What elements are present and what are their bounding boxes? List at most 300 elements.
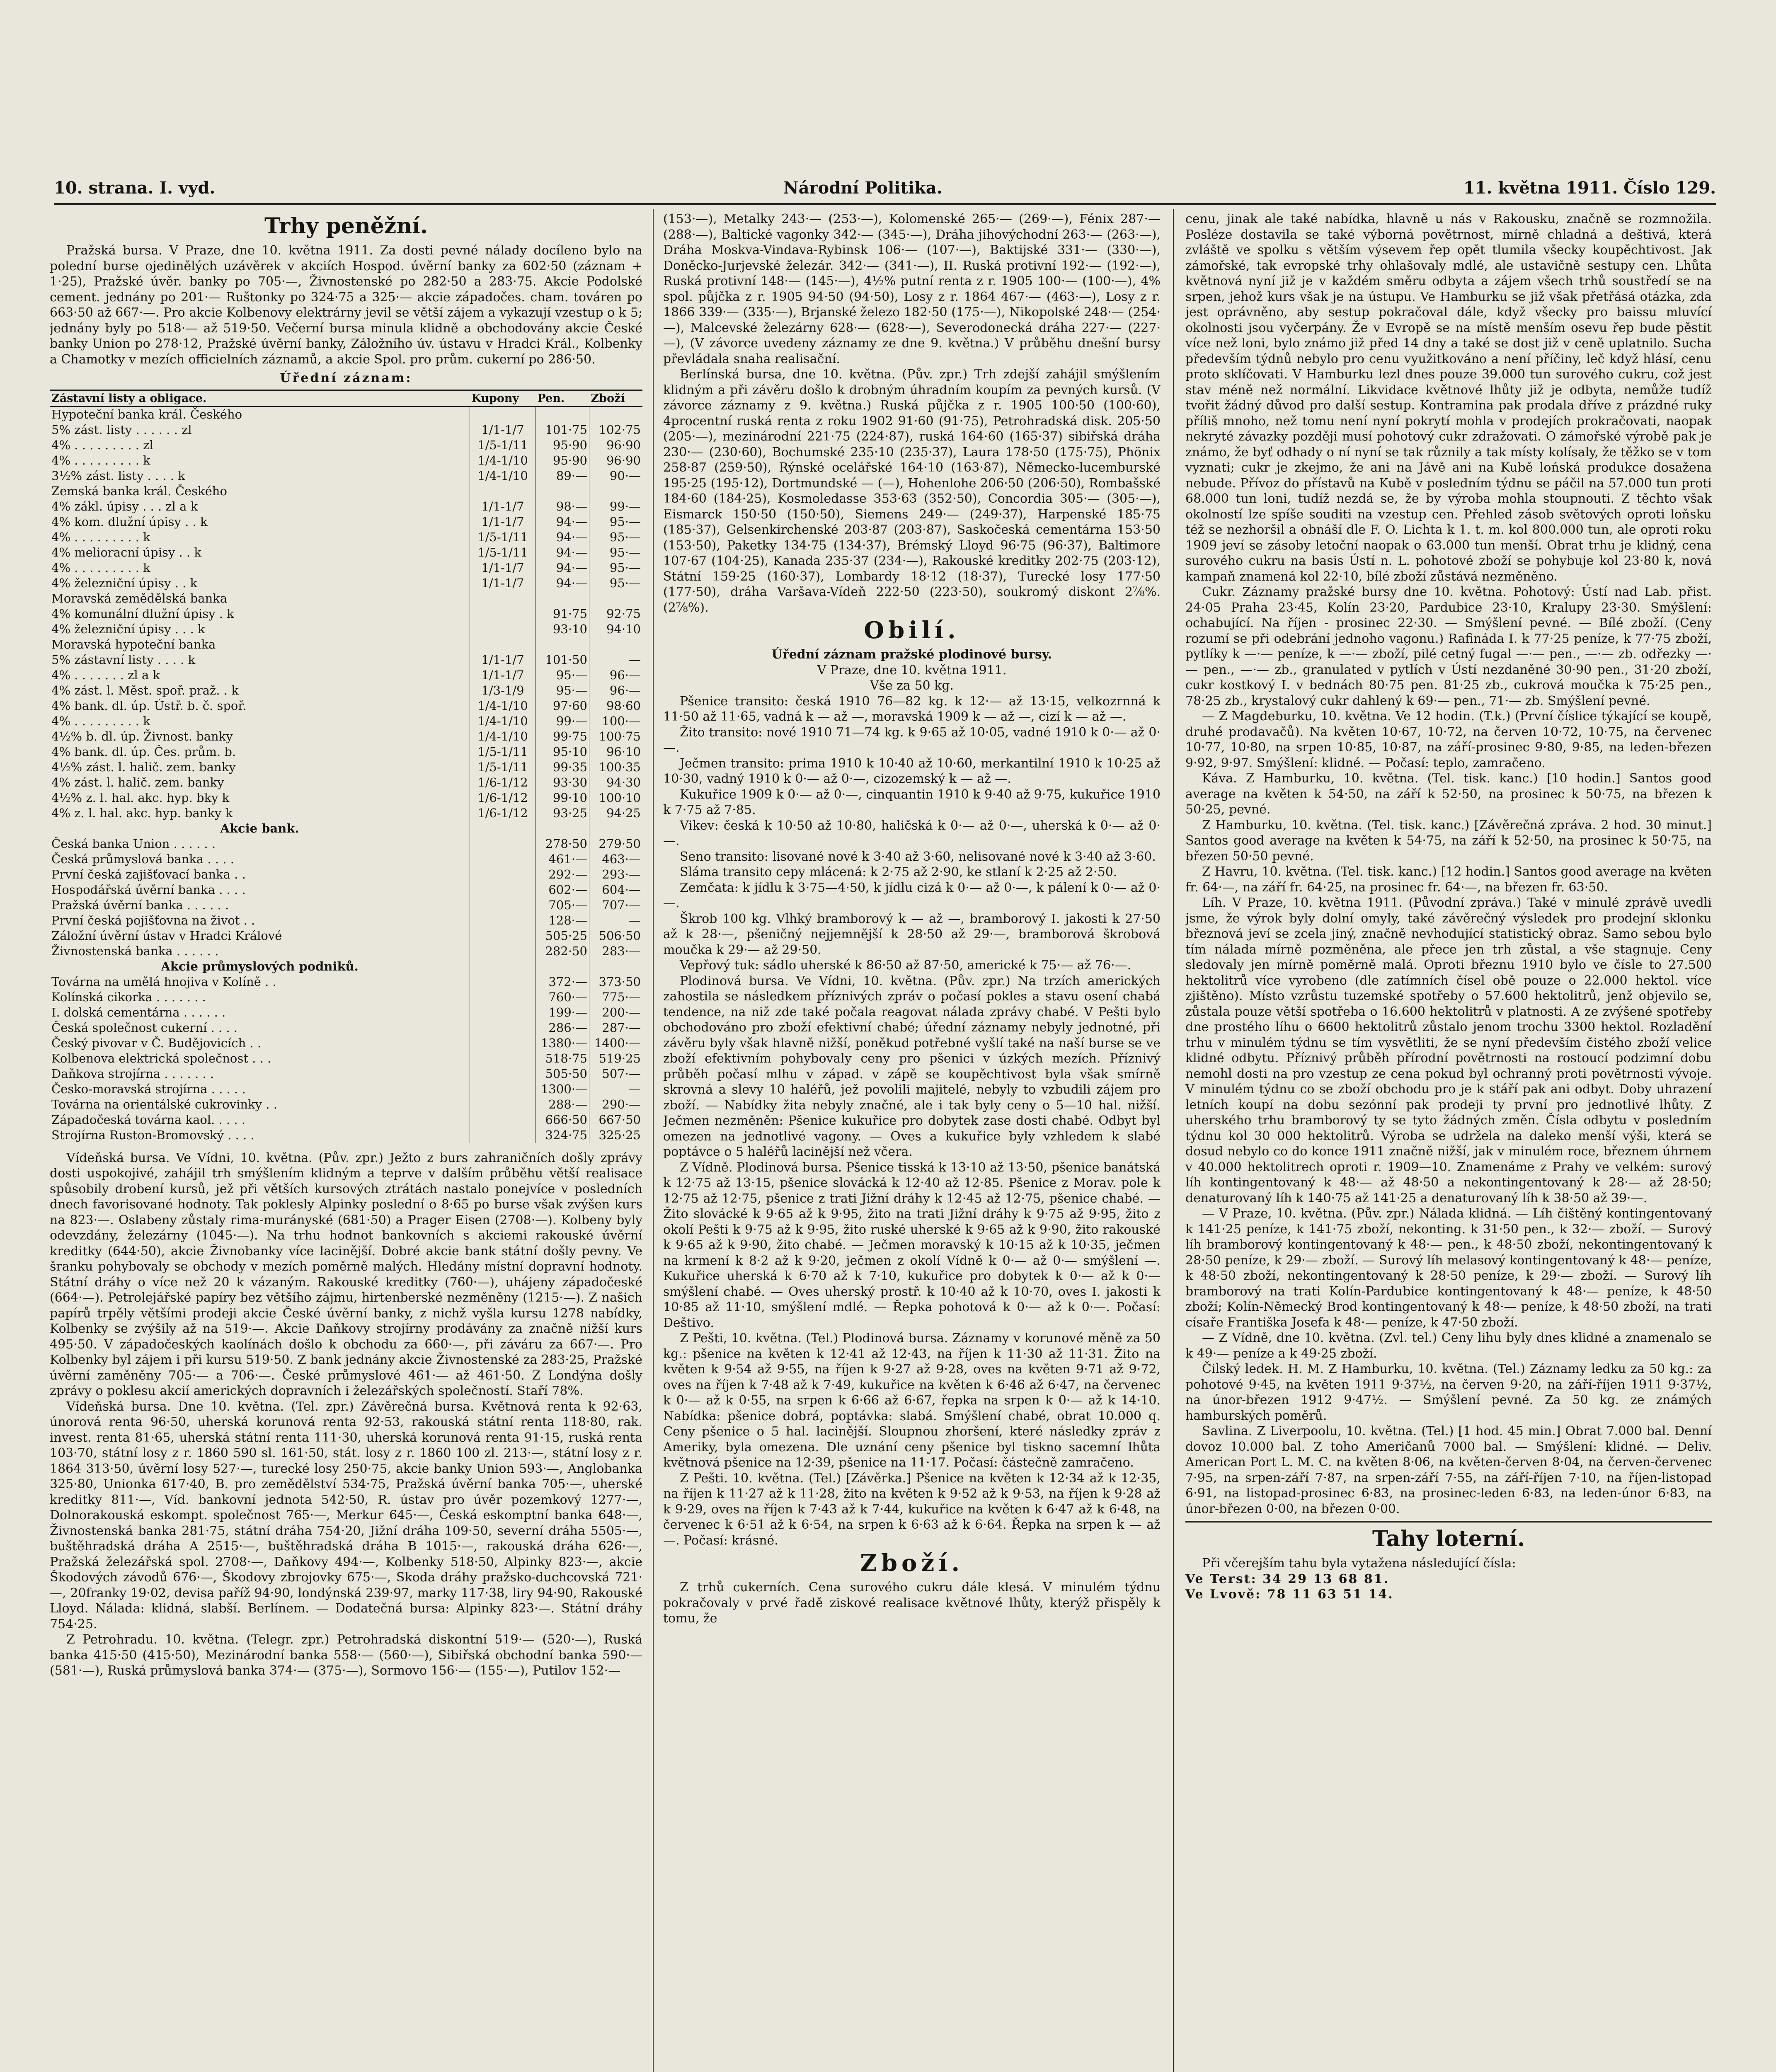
market-item: Kukuřice 1909 k 0·— až 0·—, cinquantin 1910 k 9·40 až 9·75, kukuřice 1910 k 7·75 až 7·85. — [663, 787, 1161, 817]
price-goods: 95·— — [589, 560, 643, 576]
article-paragraph: Plodinová bursa. Ve Vídni, 10. května. (Pův. zpr.) Na trzích amerických zahostila se následkem příznivých zpráv o počasí pokles a stavu osení chabá tendence, na niž zde také počala reagovat nálada zprávy chabé. V Pešti bylo obchodováno pro zboží efektivní chabé; úřední záznamy nebyly jednotné, při závěru byly však hlavně nižší, poněkud potřebné vyšlí také na naší burse se ve zboží efektivním pohybovaly ceny pro pšenici v úzkých mezích. Příznivý průběh počasí mlhu v západ. v zápě se koupěchtivost byla však smírně skrovná a slevy 10 haléřů, jež povolili majitelé, nebyly to vzbudili zájem pro zboží. — Nabídky žita nebyly značné, ale i tak byly ceny o 5—10 hal. nižší. Ječmen nezměněn: Pšenice kukuřice pro dobytek zase dosti chabé. Odbyt byl omezen na jednotlivé vagony. — Oves a kukuřice byly vzhledem k slabé poptávce o 5 haléřů lacinější než včera. — [663, 973, 1161, 1159]
coupon-cell: 1/5-1/11 — [470, 530, 536, 545]
article-paragraph: Vídeňská bursa. Dne 10. května. (Tel. zpr.) Závěrečná bursa. Květnová renta k 92·63, únorová renta 96·50, uherská korunová renta 92·53, rakouská státní renta 118·80, rak. invest. renta 81·65, uherská státní renta 111·30, uherská korunová renta 91·15, ruská renta 103·70, státní losy z r. 1860 590 sl. 161·50, stát. losy z r. 1860 100 zl. 213·—, státní losy z r. 1864 313·50, úvěrní losy 527·—, turecké losy 250·75, akcie banky Union 593·—, Anglobanka 325·80, Unionka 617·40, B. pro zemědělství 534·75, Pražská úvěrní banka 705·—, uherské kreditky 811·—, Víd. bankovní jednota 542·50, R. ústav pro úvěr pozemkový 1277·—, Dolnorakouská eskompt. společnost 765·—, Merkur 645·—, Česká eskomptní banka 648·—, Živnostenská banka 281·75, státní dráha 754·20, Jižní dráha 109·50, severní dráha 5505·—, buštěhradská dráha A 2515·—, buštěhradská dráha B 1015·—, rakouská dráha 626·—, Pražská železářská spol. 2708·—, Daňkovy 494·—, Kolbenky 518·50, Alpinky 823·—, akcie Škodových závodů 676·—, Škodovy zbrojovky 675·—, Skoda dráhy pražsko-duchcovská 721·—, 20franky 19·02, devisa paříž 94·90, londýnská 239·97, marky 117·38, liry 94·90, Rakouské Lloyd. Nálada: klidná, slabší. Berlínem. — Dodatečná bursa: Alpinky 823·—. Státní dráhy 754·25. — [50, 1399, 642, 1631]
security-name: 4½% b. dl. úp. Živnost. banky — [51, 729, 233, 743]
price-goods: 94·30 — [589, 775, 643, 790]
price-goods: — — [589, 913, 643, 928]
table-row — [50, 668, 642, 683]
coupon-cell — [470, 1020, 536, 1036]
price-money: 94·— — [536, 545, 589, 560]
price-money: 372·— — [536, 974, 589, 990]
article-paragraph: Z Pešti. 10. května. (Tel.) [Závěrka.] Pšenice na květen k 12·34 až k 12·35, na říjen k 11·27 až k 11·28, žito na květen k 9·52 až k 9·53, na říjen k 9·28 až k 9·29, oves na říjen k 7·43 až k 7·44, kukuřice na květen k 6·47 až k 6·48, na červenec k 6·51 až k 6·54, na srpen k 6·63 až k 6·64. Řepka na srpen k — až —. Počasí: krásné. — [663, 1471, 1161, 1548]
security-name: Český pivovar v Č. Budějovicích . . — [51, 1036, 262, 1050]
article-paragraph: Káva. Z Hamburku, 10. května. (Tel. tisk. kanc.) [10 hodin.] Santos good average na květen k 54·50, na září k 52·50, na prosinec k 50·75, na březen k 50·25, pevné. — [1185, 771, 1712, 817]
security-name: 4% železniční úpisy . . . k — [51, 622, 205, 636]
price-money: 101·50 — [536, 652, 589, 668]
security-name: Záložní úvěrní ústav v Hradci Králové — [51, 928, 282, 943]
table-row — [50, 422, 642, 438]
market-item: Vikev: česká k 10·50 až 10·80, haličská k 0·— až 0·—, uherská k 0·— až 0·—. — [663, 818, 1161, 848]
table-row — [50, 882, 642, 898]
price-goods: 100·— — [589, 714, 643, 729]
coupon-cell: 1/1-1/7 — [470, 652, 536, 668]
securities-table — [50, 390, 642, 1143]
column-divider — [653, 209, 654, 2072]
table-row — [50, 622, 642, 637]
coupon-cell: 1/4-1/10 — [470, 453, 536, 468]
table-row — [50, 576, 642, 591]
price-goods: 96·— — [589, 668, 643, 683]
table-row — [50, 867, 642, 882]
subheading: Úřední záznam: — [280, 371, 412, 385]
price-money: 505·25 — [536, 928, 589, 944]
table-row — [50, 790, 642, 806]
table-row — [50, 1051, 642, 1066]
article-paragraph: Líh. V Praze, 10. května 1911. (Původní zpráva.) Také v minulé zprávě uvedli jsme, že výrok byly dolní omyly, také závěrečný výsledek pro prodejní sklonku březnová jeví se zcela jiný, značně nevhodující statistický obraz. Samo sebou bylo tím nálada mírně pozměněna, ale přece jen trh zůstal, a vše stagnuje. Ceny sledovaly jen mírně poměrně malá. Oproti březnu 1910 bylo ve čísle to 27.500 hektolitrů více vyrobeno (dle zatímních čísel obě pouze o 22.000 hektol. více zjištěno). Místo vzrůstu tuzemské spotřeby o 57.600 hektolitrů, jenž objevilo se, zůstala pouze větší spotřeba o 16.600 hektolitrů v platnosti. A ze zvýšené spotřeby dne prostého líhu o 6600 hektolitrů zůstalo jenom trochu 3300 hektol. Rozladění trhu v minulém týdnu se tím vysvětliti, že se nyní především čistého zboží velice klidné odbytu. Příznivý průběh přírodní povětrnosti na rostoucí podzimní dobu nemohl dosti na pro vzestup ze cena pokud byl ochranný proti povětrnosti vývoje. V minulém týdnu co se zboží obchodu pro je k stáří pak ani odbyt. Doby uhrazení letních koupí na dobu sezónní pak prodeji ty první pro jednotlivé lhůty. Z uherského trhu bramborový ty se tyto žádných změn. Čísla odbytu v posledním týdnu kol 30 000 hektolitrů. Výroba se udržela na daleko menší výši, která se dosud nebylo co do konce 1911 značně nižší, jak v minulém roce, březnem úhrnem v 40.000 hektolitrech oproti r. 1909—10. Znamenáme z Prahy ve velkém: surový líh kontingentovaný k 48·— až 48·50 a nekontingentovaný k 28·— až 28·50; denaturovaný líh k 140·75 až 141·25 a denaturovaný líh k 38·50 až 39·—. — [1185, 896, 1712, 1205]
coupon-cell — [470, 407, 536, 422]
table-row — [50, 530, 642, 545]
coupon-cell: 1/4-1/10 — [470, 714, 536, 729]
price-goods: 775·— — [589, 990, 643, 1005]
price-goods: 95·— — [589, 514, 643, 530]
article-paragraph: Berlínská bursa, dne 10. května. (Pův. zpr.) Trh zdejší zahájil smýšlením klidným a při závěru došlo k drobným úhradním koupím za pevných kursů. (V závorce záznamy z 9. května.) Ruská půjčka z r. 1905 100·50 (100·60), 4procentní ruská renta z roku 1902 91·60 (91·75), Petrohradská disk. 205·50 (205·—), mezinárodní 221·75 (224·87), ruská 164·60 (165·37) sibiřská dráha 230·— (230·60), Bochumské 235·10 (235·37), Laura 178·50 (175·75), Phönix 258·87 (259·50), Rýnské ocelářské 164·10 (163·87), Německo-lucemburské 195·25 (195·12), Dortmundské — (—), Hohenlohe 206·50 (206·50), Rombašské 184·60 (184·25), Kosmoledasse 353·63 (352·50), Concordia 305·— (305·—), Eismarck 150·50 (150·50), Siemens 249·— (249·37), Harpenské 185·75 (185·37), Gelsenkirchenské 203·87 (203·87), Saskočeská cementárna 153·50 (153·50), Paketky 134·75 (134·37), Brémský Lloyd 96·75 (96·37), Baltimore 107·67 (104·25), Kanada 235·37 (234·—), Rakouské kreditky 202·75 (203·12), Státní 159·25 (160·37), Lombardy 18·12 (18·37), Turecké losy 177·50 (177·50), dráha Varšava-Vídeň 222·50 (223·50), soukromý diskont 2⅞%. (2⅞%). — [663, 367, 1161, 615]
coupon-cell — [470, 959, 536, 974]
section-rule — [1185, 1521, 1712, 1523]
security-name: 4% komunální dlužní úpisy . k — [51, 606, 234, 621]
price-goods: 279·50 — [589, 836, 643, 852]
security-name: Hypoteční banka král. Českého — [51, 407, 242, 421]
lottery-numbers: 34 29 13 68 81. — [1262, 1571, 1390, 1586]
table-row — [50, 453, 642, 468]
price-money: 97·60 — [536, 698, 589, 714]
security-name: Pražská úvěrní banka . . . . . . — [51, 898, 229, 912]
price-money: 99·35 — [536, 760, 589, 775]
coupon-cell: 1/5-1/11 — [470, 438, 536, 453]
price-goods: 95·— — [589, 576, 643, 591]
table-row — [50, 652, 642, 668]
price-goods: 94·10 — [589, 622, 643, 637]
table-row — [50, 959, 642, 974]
lottery-result — [1185, 1587, 1712, 1602]
price-money: 93·25 — [536, 806, 589, 821]
table-header: Pen. — [536, 390, 589, 407]
price-money: 324·75 — [536, 1128, 589, 1143]
table-row — [50, 407, 642, 422]
price-money: 705·— — [536, 898, 589, 913]
price-goods: 95·— — [589, 545, 643, 560]
price-money: 95·10 — [536, 744, 589, 760]
price-money: 94·— — [536, 560, 589, 576]
security-name: 4% melioracní úpisy . . k — [51, 545, 201, 559]
price-money: 760·— — [536, 990, 589, 1005]
price-money: 518·75 — [536, 1051, 589, 1066]
security-name: Česká banka Union . . . . . . — [51, 836, 216, 851]
price-goods: 707·— — [589, 898, 643, 913]
price-money: 1380·— — [536, 1036, 589, 1051]
price-goods: — — [589, 1082, 643, 1097]
lottery-city: Ve Lvově: — [1185, 1587, 1262, 1602]
price-goods: 519·25 — [589, 1051, 643, 1066]
market-item: Zemčata: k jídlu k 3·75—4·50, k jídlu cizá k 0·— až 0·—, k pálení k 0·— až 0·—. — [663, 880, 1161, 910]
security-name: 4% . . . . . . . . . k — [51, 714, 150, 728]
table-row — [50, 1082, 642, 1097]
price-goods: 293·— — [589, 867, 643, 882]
table-row — [50, 1020, 642, 1036]
security-name: 5% zást. listy . . . . . . zl — [51, 422, 192, 437]
article-paragraph: Pražská bursa. V Praze, dne 10. května 1911. Za dosti pevné nálady docíleno bylo na polední burse ojedinělých uzávěrek v akciích Hospod. úvěrní banky za 602·50 (záznam + 1·25), Pražské úvěr. banky po 705·—, Živnostenské po 282·50 a 283·75. Akcie Podolské cement. jednány po 201·— Ruštonky po 324·75 a 325·— akcie západočes. cham. továren po 663·50 až 667·—. Pro akcie Kolbenovy elektrárny jevil se větší zájem a vykazují vzestup o k 5; jednány byly po 518·— až 519·50. Večerní bursa minula klidně a obchodovány akcie České banky Union po 278·12, Pražské úvěrní banky, Záložního úv. ústavu v Hradci Král., Kolbenky a Chamotky v mezích officielních záznamů, a akcie Spol. pro prům. cukerní po 286·50. — [50, 243, 642, 367]
coupon-cell — [470, 928, 536, 944]
security-name: 4% zást. l. Měst. spoř. praž. . k — [51, 683, 239, 697]
security-name: Továrna na umělá hnojiva v Kolíně . . — [51, 974, 276, 989]
security-name: 4% zákl. úpisy . . . zl a k — [51, 499, 198, 513]
page-header — [54, 174, 1716, 199]
price-goods — [589, 484, 643, 499]
security-name: 4% kom. dlužní úpisy . . k — [51, 514, 208, 529]
coupon-cell: 1/1-1/7 — [470, 560, 536, 576]
coupon-cell: 1/3-1/9 — [470, 683, 536, 698]
security-name: 4½% zást. l. halič. zem. banky — [51, 760, 236, 774]
dateline: V Praze, dne 10. května 1911. — [817, 663, 1007, 678]
table-row — [50, 1128, 642, 1143]
coupon-cell: 1/6-1/12 — [470, 806, 536, 821]
coupon-cell: 1/5-1/11 — [470, 744, 536, 760]
security-name: Zemská banka král. Českého — [51, 484, 227, 498]
price-money: 94·— — [536, 514, 589, 530]
table-row — [50, 1112, 642, 1128]
section-title: Zboží. — [860, 1549, 964, 1577]
table-row — [50, 898, 642, 913]
table-row — [50, 514, 642, 530]
price-goods: 100·75 — [589, 729, 643, 744]
table-row — [50, 698, 642, 714]
header-rule — [54, 203, 1716, 205]
security-name: 4% . . . . . . . zl a k — [51, 668, 160, 682]
price-goods: 507·— — [589, 1066, 643, 1082]
table-row — [50, 468, 642, 484]
price-goods: 90·— — [589, 468, 643, 484]
lottery-city: Ve Terst: — [1185, 1571, 1257, 1586]
price-goods: 94·25 — [589, 806, 643, 821]
price-money: 93·30 — [536, 775, 589, 790]
price-goods — [589, 591, 643, 606]
market-item: Sláma transito cepy mlácená: k 2·75 až 2·90, ke stlaní k 2·25 až 2·50. — [680, 865, 1117, 879]
coupon-cell: 1/6-1/12 — [470, 790, 536, 806]
table-row — [50, 913, 642, 928]
market-item: Vepřový tuk: sádlo uherské k 86·50 až 87·50, americké k 75·— až 76·—. — [680, 958, 1132, 973]
coupon-cell — [470, 591, 536, 606]
price-goods: 96·90 — [589, 453, 643, 468]
article-paragraph: cenu, jinak ale také nabídka, hlavně u nás v Rakousku, značně se rozmnožila. Posléze dostavila se také výborná povětrnost, mírně chladná a deštivá, která zvláště ve spolku s větším výsevem řep opět tlumila všecky koupěchtivost. Jak zámořské, tak evropské trhy ohlašovaly mdlé, ale ustavičně sestupy cen. Lhůta květnová nyní již je v každém směru odbyta a zájem všech trhů soustředí se na srpen, jehož kurs však je na ústupu. Ve Hamburku se již však přetřásá otázka, zda jest oprávněno, aby sestup pokračoval dále, když všecky pro baissu mluvící okolnosti jsou vyčerpány. Že v Evropě se na místě menším osevu řep bude pěstit více než loni, bylo známo již před 14 dny a také se dost již v ceně uplatnilo. Sucha především týdnů nebylo pro cenu využitkováno a není příčiny, leč když hlásí, cenu proto sklíčovati. V Hamburku lezl dnes pouze 39.000 tun surového cukru, což jest stav méně než normální. Likvidace květnové lhůty již je odbyta, nemůže tudíž tvořit žádný důvod pro další sestup. Kontramina pak prodala dříve z prázdné ruky příliš mnoho, než tomu není nyní pokrytí mohla v prodejích prokračovati, naopak nekryté závazky později musí pohotový cukr zdražovati. O zámořské výrobě pak je známo, že byť odhady o ní nyní se tak různily a tak místy kolísaly, že těžko se v tom vyznati; cukr je zkejmo, že ani na Jávě ani na Kubě lońská produkce dosažena nebude. Přívoz do přístavů na Kubě v posledním týdnu se páčil na 57.000 tun proti 68.000 tun loni, tudíž nezdá se, že by výroba mohla stoupnouti. Z těchto však okolností lze spíše souditi na vzestup cen. Přehled zásob světových oproti loňsku též se nezhoršil a obnáší dle F. O. Lichta k 1. t. m. kol 800.000 tun, ale oproti roku 1909 jeví se zásoby letoční naopak o 63.000 tun menší. Obrat trhu je klidný, cena surového cukru na basis Ústí n. L. pohotové zboží se pohybuje kol 23·80 k, nová kampaň znamená kol 22·10, bílé zboží zůstává nezměněno. — [1185, 212, 1712, 584]
price-money: 602·— — [536, 882, 589, 898]
table-row — [50, 821, 642, 836]
coupon-cell: 1/1-1/7 — [470, 499, 536, 514]
coupon-cell — [470, 882, 536, 898]
coupon-cell — [470, 1128, 536, 1143]
coupon-cell — [470, 990, 536, 1005]
security-name: Živnostenská banka . . . . . . — [51, 944, 219, 958]
security-name: 4% bank. dl. úp. Čes. prům. b. — [51, 744, 236, 759]
price-money: 282·50 — [536, 944, 589, 959]
price-money: 199·— — [536, 1005, 589, 1020]
table-row — [50, 1036, 642, 1051]
price-money: 98·— — [536, 499, 589, 514]
price-goods: 100·10 — [589, 790, 643, 806]
price-goods — [589, 821, 643, 836]
coupon-cell: 1/1-1/7 — [470, 668, 536, 683]
security-name: 3½% zást. listy . . . . k — [51, 468, 185, 483]
subheading: Úřední záznam pražské plodinové bursy. — [771, 647, 1052, 662]
price-goods: 95·— — [589, 530, 643, 545]
price-money: 505·50 — [536, 1066, 589, 1082]
price-money: 99·75 — [536, 729, 589, 744]
price-goods — [589, 959, 643, 974]
column-divider — [1173, 209, 1174, 2072]
price-goods: — — [589, 652, 643, 668]
article-paragraph: Čilský ledek. H. M. Z Hamburku, 10. května. (Tel.) Záznamy ledku za 50 kg.: za pohotové 9·45, na květen 1911 9·37½, na červen 9·20, na září-říjen 1911 9·37½, na únor-březen 1912 9·47½. — Smýšlení pevné. Za 50 kg. ze známých hamburských poměrů. — [1185, 1362, 1712, 1423]
table-row — [50, 928, 642, 944]
lottery-numbers: 78 11 63 51 14. — [1267, 1587, 1394, 1602]
security-name: Kolínská cikorka . . . . . . . — [51, 990, 206, 1004]
table-row — [50, 438, 642, 453]
table-row — [50, 484, 642, 499]
coupon-cell: 1/5-1/11 — [470, 760, 536, 775]
coupon-cell — [470, 898, 536, 913]
coupon-cell: 1/4-1/10 — [470, 729, 536, 744]
security-name: Hospodářská úvěrní banka . . . . — [51, 882, 246, 897]
unit-note: Vše za 50 kg. — [870, 678, 954, 693]
price-money: 94·— — [536, 530, 589, 545]
price-goods: 463·— — [589, 852, 643, 867]
security-name: Továrna na orientálské cukrovinky . . — [51, 1097, 277, 1111]
article-paragraph: Z Havru, 10. května. (Tel. tisk. kanc.) [12 hodin.] Santos good average na květen fr. 64·—, na září fr. 64·25, na prosinec fr. 64·—, na březen fr. 63·50. — [1185, 864, 1712, 895]
coupon-cell — [470, 836, 536, 852]
table-row — [50, 852, 642, 867]
article-paragraph: Z Petrohradu. 10. května. (Telegr. zpr.) Petrohradská diskontní 519·— (520·—), Ruská banka 415·50 (415·50), Mezinárodní banka 558·— (560·—), Sibiřská obchodní banka 590·— (581·—), Ruská průmyslová banka 374·— (375·—), Sormovo 156·— (155·—), Putilov 152·— — [50, 1632, 642, 1678]
market-item: Ječmen transito: prima 1910 k 10·40 až 10·60, merkantilní 1910 k 10·25 až 10·30, vadný 1910 k 0·— až 0·—, cizozemský k — až —. — [663, 756, 1161, 786]
price-money: 288·— — [536, 1097, 589, 1112]
price-money — [536, 637, 589, 652]
security-name: Akcie bank. — [220, 821, 299, 835]
coupon-cell — [470, 867, 536, 882]
price-goods: 604·— — [589, 882, 643, 898]
security-name: Česká průmyslová banka . . . . — [51, 852, 234, 866]
column-2 — [663, 211, 1161, 2072]
price-money: 666·50 — [536, 1112, 589, 1128]
masthead: Národní Politika. — [783, 178, 943, 198]
price-money — [536, 591, 589, 606]
price-money: 95·90 — [536, 453, 589, 468]
security-name: I. dolská cementárna . . . . . . — [51, 1005, 226, 1019]
price-money: 95·— — [536, 683, 589, 698]
price-goods: 373·50 — [589, 974, 643, 990]
price-money — [536, 407, 589, 422]
coupon-cell — [470, 1036, 536, 1051]
price-goods: 290·— — [589, 1097, 643, 1112]
coupon-cell — [470, 944, 536, 959]
table-row — [50, 606, 642, 622]
price-goods: 200·— — [589, 1005, 643, 1020]
article-paragraph: Cukr. Záznamy pražské bursy dne 10. května. Pohotový: Ústí nad Lab. přist. 24·05 Praha 23·45, Kolín 23·20, Pardubice 23·10, Kralupy 23·30. Smýšlení: ochabující. Na říjen - prosinec 22·30. — Smýšlení pevné. — Bílé zboží. (Ceny rozumí se při odebrání jednoho vagonu.) Rafináda I. k 77·25 peníze, k 77·75 zboží, pytlíky k —·— peníze, k —·— zboží, pilé cetný fugal —·— pen., —·— zb. odřezky —·— pen., —·— zb., granulated v pytlích v Ústí nezdaněné 30·90 pen., 31·20 zboží, cukr kostkový I. v bednách 80·75 pen. 81·25 zb., cukrová moučka k 75·25 pen., 78·25 zb., krystalový cukr dahlený k 69·— pen., 71·— zb. Smýšlení pevné. — [1185, 585, 1712, 708]
security-name: Moravská zemědělská banka — [51, 591, 228, 605]
table-row — [50, 591, 642, 606]
article-paragraph: Vídeňská bursa. Ve Vídni, 10. května. (Pův. zpr.) Ježto z burs zahraničních došly zprávy dosti uspokojivé, zahájil trh smýšlením klidným a teprve v dalším průběhu větší realisace spůsobily drobení kursů, jež při větších kursových ztrátách nastalo ponejvíce v posledních dnech favorisované hodnoty. Tak poklesly Alpinky poslední o 8·65 po burse však zvýšen kurs na 823·—. Oslabeny zůstaly rima-murányské (681·50) a Prager Eisen (2708·—). Kolbeny byly odevzdány, železárny (1045·—). Na trhu hodnot bankovních s akciemi rakouské úvěrní kreditky (644·50), akcie Živnobanky více lacinější. Dobré akcie bank státní došly pevny. Ve šranku pohybovaly se obchody v mezích poměrně malých. Hledány místní dopravní hodnoty. Státní dráhy o více než 20 k vázaným. Rakouské kreditky (760·—), uhájeny západočeské (664·—). Petrolejářské papíry bez většího zájmu, hirtenberské nezměněny (1215·—). Z našich papírů trpěly většími prodeji akcie České úvěrní banky, z nichž vyšla kursu 1278 nabídky, Kolbenky se zvýšily až na 519·—. Akcie Daňkovy strojírny prodávány za značně nižší kurs 495·50. V západočeských kaolínách došlo k obchodu za 660·—, při záváru za 667·—. Pro Kolbenky byl zájem i při kursu 519·50. Z bank jednány akcie Živnostenské za 283·25, Pražské úvěrní zaměněny 705·— a 706·—. České průmyslové 461·— až 461·50. Z Londýna došly zprávy o poklesu akcií amerických dopravních i železářských společností. Staří 78%. — [50, 1150, 642, 1398]
price-goods: 99·— — [589, 499, 643, 514]
coupon-cell — [470, 484, 536, 499]
table-row — [50, 944, 642, 959]
price-goods — [589, 407, 643, 422]
table-row — [50, 683, 642, 698]
price-goods: 102·75 — [589, 422, 643, 438]
price-goods: 283·— — [589, 944, 643, 959]
security-name: 4% . . . . . . . . . k — [51, 530, 150, 544]
security-name: Strojírna Ruston-Bromovský . . . . — [51, 1128, 254, 1142]
table-row — [50, 990, 642, 1005]
price-money — [536, 959, 589, 974]
security-name: 4% zást. l. halič. zem. banky — [51, 775, 224, 789]
coupon-cell: 1/6-1/12 — [470, 775, 536, 790]
table-row — [50, 714, 642, 729]
article-paragraph: — Z Magdeburku, 10. května. Ve 12 hodin. (T.k.) (První číslice týkající se koupě, druhé prodavačů). Na květen 10·67, 10·72, na červen 10·72, 10·75, na červenec 10·77, 10·80, na srpen 10·85, 10·87, na září-prosinec 9·80, 9·85, na leden-březen 9·92, 9·97. Smýšlení: klidné. — Počasí: teplo, zamračeno. — [1185, 709, 1712, 770]
coupon-cell — [470, 622, 536, 637]
table-header: Kupony — [470, 390, 536, 407]
price-goods: 98·60 — [589, 698, 643, 714]
table-row — [50, 1066, 642, 1082]
price-money: 1300·— — [536, 1082, 589, 1097]
price-money: 99·10 — [536, 790, 589, 806]
article-paragraph: — Z Vídně, dne 10. května. (Zvl. tel.) Ceny lihu byly dnes klidné a znamenalo se k 49·— peníze a k 49·25 zboží. — [1185, 1331, 1712, 1361]
price-goods: 325·25 — [589, 1128, 643, 1143]
coupon-cell — [470, 606, 536, 622]
coupon-cell — [470, 852, 536, 867]
section-title: Tahy loterní. — [1372, 1526, 1525, 1552]
price-goods — [589, 637, 643, 652]
article-paragraph: Z Pešti, 10. května. (Tel.) Plodinová bursa. Záznamy v korunové měně za 50 kg.: pšenice na květen k 12·41 až 12·43, na říjen k 11·30 až 11·31. Žito na květen k 9·54 až 9·55, na říjen k 9·27 až 9·28, oves na květen 9·71 až 9·72, oves na říjen k 7·48 až k 7·49, kukuřice na květen k 6·46 až 6·47, na červenec k 0·— až k 0·55, na srpen k 6·66 až 6·67, řepka na srpen k 0·— až k 14·10. Nabídka: pšenice dobrá, poptávka: slabá. Smýšlení chabé, obrat 10.000 q. Ceny pšenice o 5 hal. lacinější. Sloupnou zhoršení, které následky zpráv z Ameriky, byla omezena. Dle uznání ceny pšenice byl tiskno sacemní lhůta květnová pšenice na 12·39, pšenice na 11·17. Počasí: částečně zamračeno. — [663, 1331, 1161, 1470]
page-number: 10. strana. I. vyd. — [54, 178, 216, 198]
security-name: Česká společnost cukerní . . . . — [51, 1020, 238, 1035]
price-money: 99·— — [536, 714, 589, 729]
article-paragraph: Savlina. Z Liverpoolu, 10. května. (Tel.) [1 hod. 45 min.] Obrat 7.000 bal. Denní dovoz 10.000 bal. Z toho Američanů 7000 bal. — Smýšlení: klidné. — Deliv. American Port L. M. C. na květen 8·06, na květen-červen 8·04, na červen-červenec 7·95, na srpen-září 7·87, na srpen-září 7·55, na září-říjen 7·10, na říjen-listopad 6·91, na listopad-prosinec 6·83, na prosinec-leden 6·83, na leden-únor 6·83, na únor-březen 0·00, na březen 0·00. — [1185, 1424, 1712, 1516]
coupon-cell — [470, 1066, 536, 1082]
market-item: Škrob 100 kg. Vlhký bramborový k — až —, bramborový I. jakosti k 27·50 až k 28·—, pšeničný nejjemnější k 28·50 až 29·—, bramborová škrobová moučka k 29·— až 29·50. — [663, 911, 1161, 957]
table-row — [50, 836, 642, 852]
price-money: 95·90 — [536, 438, 589, 453]
price-goods: 100·35 — [589, 760, 643, 775]
section-title: Obilí. — [864, 617, 960, 644]
table-row — [50, 1005, 642, 1020]
article-paragraph: Při včerejším tahu byla vytažena následující čísla: — [1202, 1556, 1516, 1571]
price-money: 89·— — [536, 468, 589, 484]
market-item: Pšenice transito: česká 1910 76—82 kg. k 12·— až 13·15, velkozrnná k 11·50 až 11·65, vadná k — až —, moravská 1909 k — až —, cizí k — až —. — [663, 694, 1161, 724]
article-paragraph: — V Praze, 10. května. (Pův. zpr.) Nálada klidná. — Líh čištěný kontingentovaný k 141·25 peníze, k 141·75 zboží, nekonting. k 31·50 pen., k 32·— zboží. — Surový líh bramborový kontingentovaný k 48·— pen., k 48·50 zboží, nekontingentovaný k 28·50 peníze, k 29·— zboží. — Surový líh melasový kontingentovaný k 48·— peníze, k 48·50 zboží, nekontingentovaný k 28·50 peníze, k 29·— zboží. — Surový líh bramborový na trati Kolín-Pardubice kontingentovaný k 48·— peníze, k 48·50 zboží; Kolín-Německý Brod kontingentovaný k 48·— peníze, k 48·50 zboží, na trati císaře Františka Josefa k 48·— peníze, k 47·50 zboží. — [1185, 1206, 1712, 1330]
price-money — [536, 821, 589, 836]
article-paragraph: Z Hamburku, 10. května. (Tel. tisk. kanc.) [Závěrečná zpráva. 2 hod. 30 minut.] Santos good average na květen k 54·75, na září k 52·50, na prosinec k 50·75, na březen 50·50 pevné. — [1185, 818, 1712, 864]
market-item: Žito transito: nové 1910 71—74 kg. k 9·65 až 10·05, vadné 1910 k 0·— až 0·—. — [663, 725, 1161, 755]
article-paragraph: (153·—), Metalky 243·— (253·—), Kolomenské 265·— (269·—), Fénix 287·— (288·—), Baltické vagonky 342·— (345·—), Dráha jihovýchodní 263·— (263·—), Dráha Moskva-Vindava-Rybinsk 106·— (107·—), Baktijské 331·— (330·—), Doněcko-Jurjevské železár. 342·— (341·—), II. Ruská protivní 192·— (192·—), Ruská protivní 148·— (145·—), 4½% putní renta z r. 1905 100·— (100·—), 4% spol. půjčka z r. 1905 94·50 (94·50), Losy z r. 1864 467·— (463·—), Losy z r. 1866 339·— (335·—), Brjanské železo 182·50 (175·—), Nikopolské 248·— (254·—), Malcevské železárny 628·— (628·—), Severodonecká dráha 227·— (227·—), (V závorce uvedeny záznamy ze dne 9. května.) V průběhu dnešní bursy převládala snaha realisační. — [663, 212, 1161, 366]
security-name: 4% železniční úpisy . . k — [51, 576, 198, 590]
coupon-cell: 1/4-1/10 — [470, 698, 536, 714]
table-row — [50, 760, 642, 775]
price-goods: 96·90 — [589, 438, 643, 453]
market-item: Seno transito: lisované nové k 3·40 až 3·60, nelisované nové k 3·40 až 3·60. — [680, 849, 1156, 864]
column-3 — [1185, 211, 1712, 2072]
price-goods: 96·— — [589, 683, 643, 698]
table-row — [50, 560, 642, 576]
security-name: 4% . . . . . . . . . k — [51, 560, 150, 575]
security-name: Západočeská továrna kaol. . . . . — [51, 1112, 246, 1127]
coupon-cell — [470, 913, 536, 928]
price-money: 128·— — [536, 913, 589, 928]
table-row — [50, 729, 642, 744]
price-money: 91·75 — [536, 606, 589, 622]
price-money — [536, 484, 589, 499]
price-goods: 1400·— — [589, 1036, 643, 1051]
price-money: 93·10 — [536, 622, 589, 637]
security-name: První česká pojišťovna na život . . — [51, 913, 255, 927]
coupon-cell — [470, 1112, 536, 1128]
coupon-cell: 1/1-1/7 — [470, 422, 536, 438]
security-name: Kolbenova elektrická společnost . . . — [51, 1051, 271, 1065]
security-name: 4½% z. l. hal. akc. hyp. bky k — [51, 790, 230, 805]
article-paragraph: Z trhů cukerních. Cena surového cukru dále klesá. V minulém týdnu pokračovaly v prvé řadě ziskové realisace květnové lhůty, kterýž přispěly k tomu, že — [663, 1580, 1161, 1626]
security-name: 4% . . . . . . . . . zl — [51, 438, 153, 452]
coupon-cell — [470, 637, 536, 652]
price-goods: 92·75 — [589, 606, 643, 622]
security-name: První česká zajišťovací banka . . — [51, 867, 246, 881]
coupon-cell — [470, 821, 536, 836]
table-row — [50, 545, 642, 560]
coupon-cell: 1/5-1/11 — [470, 545, 536, 560]
price-goods: 287·— — [589, 1020, 643, 1036]
table-row — [50, 806, 642, 821]
coupon-cell — [470, 974, 536, 990]
security-name: 4% bank. dl. úp. Ústř. b. č. spoř. — [51, 698, 247, 713]
table-header: Zástavní listy a obligace. — [50, 390, 470, 407]
issue-date: 11. května 1911. Číslo 129. — [1463, 178, 1716, 198]
security-name: Akcie průmyslových podniků. — [161, 959, 359, 973]
table-row — [50, 637, 642, 652]
table-header: Zboží — [589, 390, 643, 407]
price-goods: 96·10 — [589, 744, 643, 760]
coupon-cell: 1/4-1/10 — [470, 468, 536, 484]
coupon-cell — [470, 1097, 536, 1112]
security-name: 5% zástavní listy . . . . k — [51, 652, 196, 667]
table-row — [50, 1097, 642, 1112]
section-title: Trhy peněžní. — [264, 213, 428, 239]
security-name: Moravská hypoteční banka — [51, 637, 216, 651]
price-money: 292·— — [536, 867, 589, 882]
price-money: 286·— — [536, 1020, 589, 1036]
coupon-cell — [470, 1051, 536, 1066]
article-paragraph: Z Vídně. Plodinová bursa. Pšenice tisská k 13·10 až 13·50, pšenice banátská k 12·75 až 13·15, pšenice slovácká k 12·40 až 12·85. Pšenice z Morav. pole k 12·75 až 12·75, pšenice z trati Jižní dráhy k 12·45 až 12·75, pšenice chabé. — Žito slovácké k 9·65 až k 9·95, žito na trati Jižní dráhy k 9·75 až 9·95, žito z okolí Pešti k 9·75 až k 9·95, žito ruské uherské k 9·65 až k 9·90, žito rakouské k 9·65 až k 9·90, žito chabé. — Ječmen moravský k 10·15 až k 10·35, ječmen na krmení k 8·2 až k 9·20, ječmen z okolí Vídně k 0·— až 0·— smýšlení —. Kukuřice uherská k 6·70 až k 7·10, kukuřice pro dobytek k 0·— až k 0·— smýšlení chabé. — Oves uherský prostř. k 10·40 až k 10·70, oves I. jakosti k 10·85 až 11·10, smýšlení mdlé. — Řepka pohotová k 0·— až k 0·—. Počasí: Deštivo. — [663, 1160, 1161, 1330]
security-name: 4% z. l. hal. akc. hyp. banky k — [51, 806, 233, 820]
coupon-cell — [470, 1005, 536, 1020]
price-money: 95·— — [536, 668, 589, 683]
price-money: 461·— — [536, 852, 589, 867]
price-goods: 506·50 — [589, 928, 643, 944]
price-money: 94·— — [536, 576, 589, 591]
coupon-cell: 1/1-1/7 — [470, 576, 536, 591]
lottery-result — [1185, 1571, 1712, 1587]
table-row — [50, 499, 642, 514]
table-row — [50, 974, 642, 990]
coupon-cell — [470, 1082, 536, 1097]
security-name: Česko-moravská strojírna . . . . . — [51, 1082, 246, 1096]
coupon-cell: 1/1-1/7 — [470, 514, 536, 530]
security-name: 4% . . . . . . . . . k — [51, 453, 150, 467]
price-money: 101·75 — [536, 422, 589, 438]
security-name: Daňkova strojírna . . . . . . . — [51, 1066, 214, 1081]
price-goods: 667·50 — [589, 1112, 643, 1128]
table-row — [50, 744, 642, 760]
